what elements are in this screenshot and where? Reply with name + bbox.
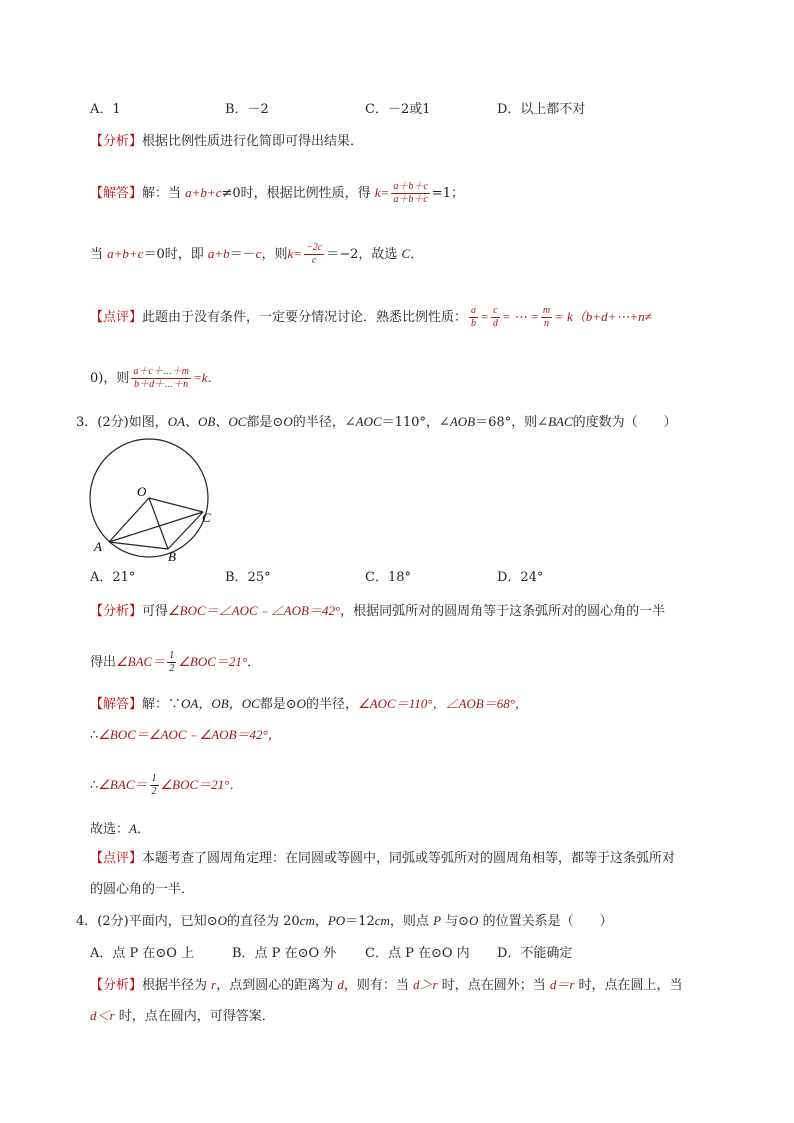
text: 可得 [142, 604, 169, 619]
fraction-numerator: a [471, 305, 477, 316]
text: 根据半径为 [142, 978, 212, 993]
q3-answer: A [129, 821, 137, 836]
expr: d＞r [413, 977, 438, 992]
q3-solution-line1 [90, 695, 528, 714]
q2-analysis-text: 根据比例性质进行化简即可得出结果． [142, 134, 364, 149]
text: 的直径为 20 [226, 914, 300, 929]
frac-half [150, 773, 159, 798]
text: AOC [355, 414, 382, 429]
q2-fraction-1 [391, 181, 429, 206]
q3-solution-line3 [90, 773, 242, 798]
q4-option-a: A．点 P 在⊙O 上 [90, 946, 195, 961]
frac-a-b [469, 305, 478, 330]
text: O [283, 414, 293, 429]
text: 的半径， [306, 697, 359, 712]
text: 平面内，已知⊙ [128, 914, 218, 929]
q3-choose [90, 820, 150, 839]
text: ∴ [90, 728, 99, 743]
text: ∴ [90, 778, 99, 793]
text: ， [314, 914, 328, 929]
text: 时，点在圆内，可得答案． [114, 1009, 275, 1024]
q3-solution-tag: 【解答】 [90, 697, 143, 712]
frac-m-n [541, 305, 552, 330]
q3-analysis-tag: 【分析】 [90, 604, 143, 619]
q3-option-a: A．21° [90, 570, 136, 585]
text: 时，点在圆外；当 [437, 978, 550, 993]
text: BAC [548, 414, 573, 429]
q2-k: k [374, 185, 381, 200]
q2-option-d: D．以上都不对 [497, 102, 586, 117]
question-number: 4．(2分) [76, 914, 129, 929]
q3-option-b: B．25° [225, 570, 271, 585]
q4-option-c: C．点 P 在⊙O 内 [365, 946, 470, 961]
q2-choice: C [401, 246, 411, 261]
q2-comment-line1 [90, 305, 652, 330]
q2-solution-text: ≠0时，根据比例性质，得 [221, 186, 375, 201]
q4-option-b: B．点 P 在⊙O 外 [232, 946, 337, 961]
q2-fraction-3 [131, 366, 191, 391]
eq: = [554, 309, 563, 324]
fraction-numerator: −2c [306, 242, 323, 253]
text: ＝－ [229, 247, 256, 262]
text: ，则有：当 [343, 978, 413, 993]
q4-option-d: D．不能确定 [497, 946, 573, 961]
fraction-denominator: d [492, 318, 498, 329]
text: ，则点 [389, 914, 434, 929]
text: 都是⊙ [259, 697, 297, 712]
q4-analysis-line2 [90, 1007, 275, 1026]
q2-expr: a+b+c [107, 246, 144, 261]
text: ． [136, 822, 150, 837]
q2-solution-end: =1； [431, 186, 464, 201]
text: 解：∵ [142, 697, 182, 712]
text: ． [247, 655, 261, 670]
expr: ∠BOC＝∠AOC﹣∠AOB＝42°， [98, 727, 281, 742]
q2-k: k [287, 246, 294, 261]
q3-stem [76, 413, 677, 432]
text: ＝12 [345, 914, 375, 929]
q3-comment-line1 [90, 850, 675, 868]
text: ＝110°，∠ [381, 415, 450, 430]
q4-analysis-line1 [90, 976, 683, 995]
text: 当 [90, 247, 108, 262]
frac-c-d [491, 305, 500, 330]
q2-option-a: A．1 [90, 102, 121, 117]
text: 的位置关系是（ ） [478, 914, 613, 929]
text: AOB [449, 414, 476, 429]
text: 时，点在圆上，当 [574, 978, 683, 993]
text: O [217, 913, 227, 928]
q2-option-c: C．－2或1 [365, 102, 431, 117]
expr: ∠BOC＝21°． [160, 777, 243, 792]
text: 得出 [90, 655, 117, 670]
text: PO [327, 913, 346, 928]
q2-comment-line2 [90, 366, 221, 391]
text: 的度数为（ ） [572, 415, 677, 430]
text: ＝−2，故选 [326, 247, 402, 262]
fraction-numerator: m [542, 305, 551, 316]
label-b: B [168, 549, 176, 564]
fraction-numerator: a＋b＋c [393, 181, 428, 192]
text: 故选： [90, 822, 130, 837]
text: ＝0时，即 [143, 247, 208, 262]
q3-option-d: D．24° [497, 570, 544, 585]
q3-analysis-line1 [90, 602, 665, 621]
label-c: C [202, 510, 211, 525]
text: 与⊙ [441, 914, 470, 929]
expr: ∠BOC＝21° [178, 654, 248, 669]
text: OA，OB，OC [181, 696, 260, 711]
q3-comment-tag: 【点评】 [90, 851, 143, 866]
expr: d＝r [549, 977, 575, 992]
label-a: A [94, 539, 102, 554]
q3-solution-line2 [90, 726, 281, 745]
text: cm [299, 913, 315, 928]
text: =k． [193, 370, 221, 385]
q4-analysis-tag: 【分析】 [90, 978, 143, 993]
q2-expr: c [255, 246, 262, 261]
text: 本题考查了圆周角定理：在同圆或等圆中，同弧或等弧所对的圆周角相等，都等于这条弧所对 [142, 851, 676, 866]
q2-solution-line2 [90, 242, 423, 267]
q3-comment-line2 [90, 881, 194, 899]
expr: ∠AOC＝110°，∠AOB＝68°， [358, 696, 528, 711]
text: P [433, 913, 442, 928]
q3-circle-figure [88, 436, 218, 566]
expr: ∠BAC＝ [116, 654, 166, 669]
fraction-numerator: a＋c＋⋯＋m [133, 366, 190, 377]
label-o: O [137, 484, 147, 499]
q2-fraction-2 [304, 242, 324, 267]
fraction-denominator: n [543, 318, 549, 329]
q2-solution-tag: 【解答】 [90, 186, 143, 201]
fraction-numerator: 1 [169, 650, 175, 661]
text: ，则 [261, 247, 288, 262]
text: 的半径，∠ [292, 415, 356, 430]
q2-analysis-tag: 【分析】 [90, 134, 143, 149]
text: 如图， [128, 415, 168, 430]
expr: ∠BOC＝∠AOC﹣∠AOB＝42° [168, 603, 341, 618]
q2-eq: = [293, 246, 303, 261]
q2-comment-tag: 【点评】 [90, 310, 143, 325]
q2-analysis [90, 133, 363, 151]
frac-half [167, 650, 176, 675]
q2-expr: a+b [207, 246, 230, 261]
text: ，点到圆心的距离为 [216, 978, 338, 993]
segment-oc [149, 498, 203, 512]
q2-expr: a+b+c [185, 185, 222, 200]
q2-solution-text: 解：当 [142, 186, 186, 201]
text: ，根据同弧所对的圆周角等于这条弧所对的圆心角的一半 [340, 604, 666, 619]
text: O [296, 696, 307, 711]
text: O [469, 913, 479, 928]
text: ． [410, 247, 424, 262]
fraction-denominator: c [311, 255, 317, 266]
fraction-denominator: 2 [169, 663, 175, 674]
fraction-denominator: 2 [151, 786, 157, 797]
text: cm [374, 913, 390, 928]
text: ＝68°，则∠ [475, 415, 549, 430]
question-number: 3．(2分) [76, 415, 129, 430]
q3-option-c: C．18° [365, 570, 411, 585]
q2-eq: = [380, 185, 390, 200]
expr: r [211, 977, 217, 992]
fraction-denominator: b＋d＋⋯＋n [134, 379, 189, 390]
q2-comment-text: 此题由于没有条件，一定要分情况讨论．熟悉比例性质： [142, 310, 468, 325]
text: 都是⊙ [246, 415, 284, 430]
eq: = [480, 309, 489, 324]
expr: d＜r [90, 1008, 115, 1023]
condition: （b+d+⋯+n≠ [572, 309, 652, 324]
fraction-denominator: b [471, 318, 477, 329]
eq: = ⋯ = [501, 309, 539, 324]
k: k [567, 309, 573, 324]
fraction-numerator: 1 [151, 773, 157, 784]
q2-solution-line1 [90, 181, 464, 206]
fraction-numerator: c [491, 305, 500, 318]
text: 的圆心角的一半． [90, 882, 195, 897]
expr: ∠BAC＝ [98, 777, 148, 792]
q2-option-b: B．－2 [225, 102, 269, 117]
expr: d [337, 977, 344, 992]
q3-analysis-line2 [90, 650, 260, 675]
q4-stem [76, 912, 613, 931]
text: OA、OB、OC [167, 414, 247, 429]
fraction-denominator: a＋b＋c [393, 194, 428, 205]
text: 0)，则 [90, 371, 130, 386]
